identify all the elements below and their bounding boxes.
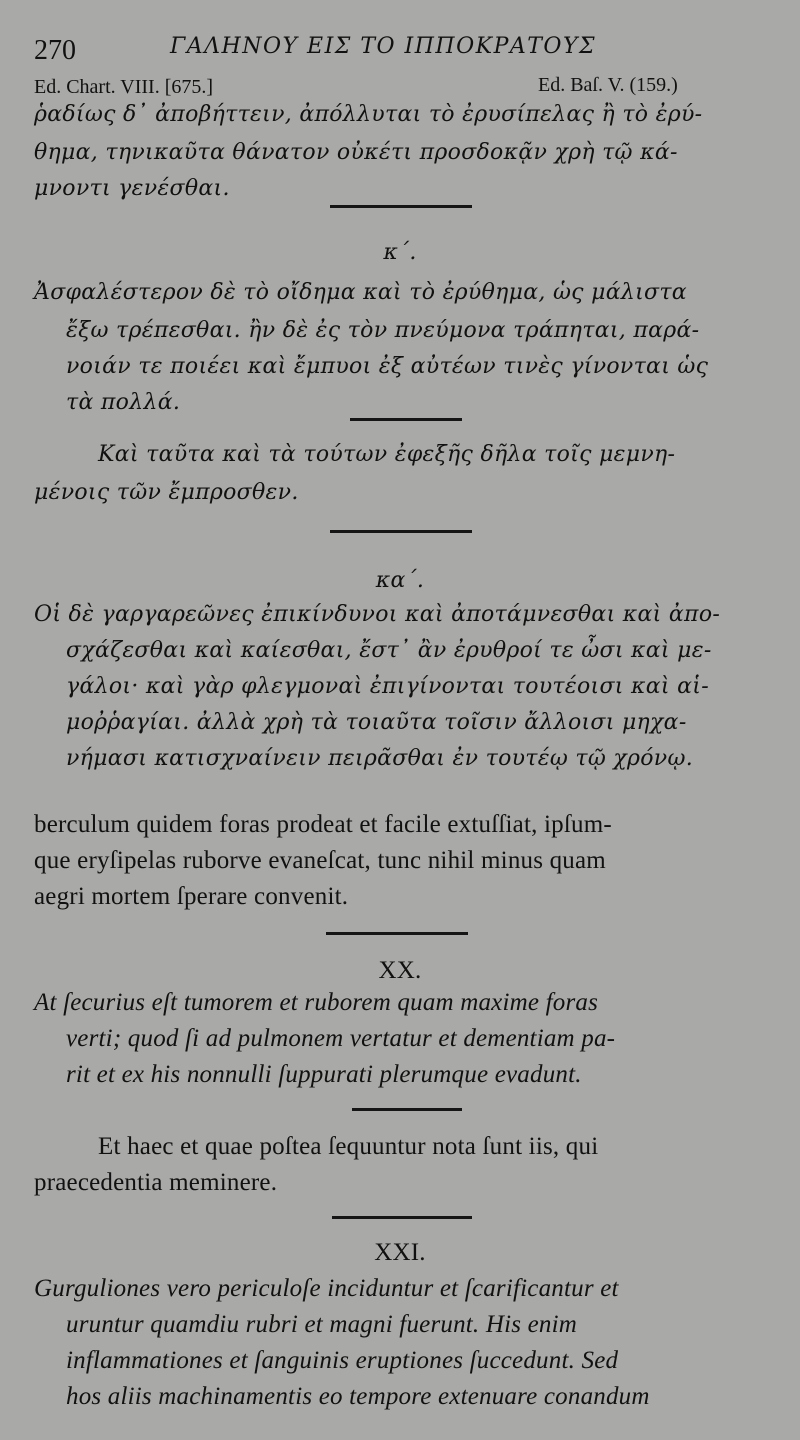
latin-section-number: XXI. xyxy=(374,1239,426,1266)
latin-comment-line: praecedentia meminere. xyxy=(34,1169,278,1196)
latin-comment-line: Et haec et quae poſtea ſequuntur nota ſunt iis, qui xyxy=(98,1133,599,1160)
latin-aphorism-line: verti; quod ſi ad pulmonem vertatur et dementiam pa- xyxy=(66,1025,616,1052)
latin-intro-line: berculum quidem foras prodeat et facile extuſſiat, ipſum- xyxy=(34,811,612,838)
latin-aphorism-line: rit et ex his nonnulli ſuppurati plerumque evadunt. xyxy=(66,1061,582,1088)
greek-intro-line: ῥαδίως δ᾽ ἀποβήττειν, ἀπόλλυται τὸ ἐρυσίπελας ἢ τὸ ἐρύ- xyxy=(34,102,703,127)
greek-aphorism-line: γάλοι· καὶ γὰρ φλεγμοναὶ ἐπιγίνονται τουτέοισι καὶ αἱ- xyxy=(66,674,709,699)
greek-aphorism-line: σχάζεσθαι καὶ καίεσθαι, ἔστ᾽ ἂν ἐρυθροί τε ὦσι καὶ με- xyxy=(66,638,712,663)
latin-aphorism-line: inflammationes et ſanguinis eruptiones ſuccedunt. Sed xyxy=(66,1347,619,1374)
greek-aphorism-line: μοῤῥαγίαι. ἀλλὰ χρὴ τὰ τοιαῦτα τοῖσιν ἄλλοισι μηχα- xyxy=(66,710,687,735)
edition-left: Ed. Chart. VIII. [675.] xyxy=(34,76,214,98)
greek-aphorism-line: τὰ πολλά. xyxy=(66,390,181,415)
greek-intro-line: μνοντι γενέσθαι. xyxy=(34,176,230,201)
greek-intro-line: θημα, τηνικαῦτα θάνατον οὐκέτι προσδοκᾷν χρὴ τῷ κά- xyxy=(34,140,678,165)
latin-intro-line: que eryſipelas ruborve evaneſcat, tunc nihil minus quam xyxy=(34,847,606,874)
page-number: 270 xyxy=(34,35,76,66)
greek-section-number: κ΄. xyxy=(383,240,417,265)
running-title: ΓΑΛΗΝΟΥ ΕΙΣ ΤΟ ΙΠΠΟΚΡΑΤΟΥΣ xyxy=(170,34,597,59)
section-divider xyxy=(330,530,472,533)
latin-section-number: XX. xyxy=(378,957,422,984)
section-divider xyxy=(352,1108,462,1111)
greek-section-number: κα΄. xyxy=(375,568,425,593)
greek-aphorism-line: ἔξω τρέπεσθαι. ἢν δὲ ἐς τὸν πνεύμονα τράπηται, παρά- xyxy=(66,318,700,343)
section-divider xyxy=(350,418,462,421)
latin-intro-line: aegri mortem ſperare convenit. xyxy=(34,883,349,910)
greek-comment-line: Καὶ ταῦτα καὶ τὰ τούτων ἐφεξῆς δῆλα τοῖς μεμνη- xyxy=(98,442,676,467)
greek-comment-line: μένοις τῶν ἔμπροσθεν. xyxy=(34,480,299,505)
section-divider xyxy=(326,932,468,935)
latin-aphorism-line: Gurguliones vero periculoſe inciduntur et ſcarificantur et xyxy=(34,1275,619,1302)
section-divider xyxy=(330,205,472,208)
greek-aphorism-line: νήμασι κατισχναίνειν πειρᾶσθαι ἐν τουτέῳ τῷ χρόνῳ. xyxy=(66,746,694,771)
greek-aphorism-line: Οἱ δὲ γαργαρεῶνες ἐπικίνδυνοι καὶ ἀποτάμνεσθαι καὶ ἀπο- xyxy=(34,602,721,627)
edition-right: Ed. Baſ. V. (159.) xyxy=(538,74,678,96)
latin-aphorism-line: hos aliis machinamentis eo tempore extenuare conandum xyxy=(66,1383,650,1410)
greek-aphorism-line: Ἀσφαλέστερον δὲ τὸ οἴδημα καὶ τὸ ἐρύθημα, ὡς μάλιστα xyxy=(34,280,687,305)
section-divider xyxy=(332,1216,472,1219)
latin-aphorism-line: uruntur quamdiu rubri et magni fuerunt. His enim xyxy=(66,1311,577,1338)
greek-aphorism-line: νοιάν τε ποιέει καὶ ἔμπυοι ἐξ αὐτέων τινὲς γίνονται ὡς xyxy=(66,354,709,379)
latin-aphorism-line: At ſecurius eſt tumorem et ruborem quam maxime foras xyxy=(34,989,599,1016)
